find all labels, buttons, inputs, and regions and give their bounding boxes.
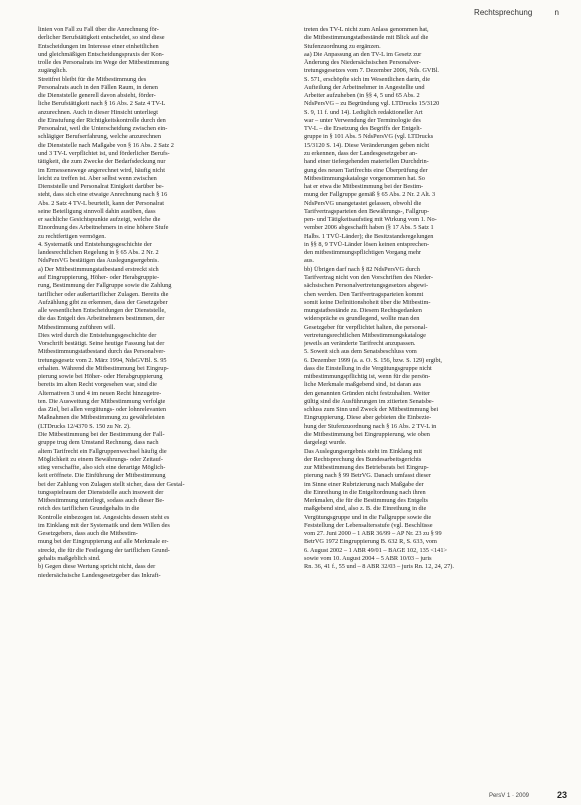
running-header xyxy=(474,8,559,17)
text-line: hung der Stufenzuordnung nach § 16 Abs. 2 TV-L in xyxy=(304,422,437,430)
text-line: tretungsgesetzes vom 7. Dezember 2006, Nds. GVBl. xyxy=(304,67,440,75)
text-line: streckt, die für die Festlegung der tariflichen Grund- xyxy=(38,546,170,554)
text-line: treten des TV-L nicht zum Anlass genommen hat, xyxy=(304,26,429,33)
text-line: somit keine Definitionshoheit über die Mitbestim- xyxy=(304,298,431,306)
text-line: linien von Fall zu Fall über die Anrechnung för- xyxy=(38,26,159,33)
text-line: BetrVG 1972 Eingruppierung B. 632 R, S. 633, vom xyxy=(304,538,437,546)
text-line: derlicher Berufstätigkeit entscheidet, so sind diese xyxy=(38,34,165,42)
text-line: in §§ 8, 9 TVÜ-Länder lösen keinen entsprechen- xyxy=(304,240,430,248)
text-line: die Dienststelle generell davon absieht, förder- xyxy=(38,92,156,100)
text-line: Möglichkeit zu einem Bewährungs- oder Zeitauf- xyxy=(38,455,164,463)
text-line: ten. Die Ausweitung der Mitbestimmung verfolgte xyxy=(38,397,166,405)
text-line: war – unter Verwendung der Terminologie des xyxy=(304,116,421,124)
text-line: maßgebend sind, also z. B. die Einreihung in die xyxy=(304,505,427,513)
text-line: mung bei der Eingruppierung auf alle Merkmale er- xyxy=(38,538,169,546)
text-line: seine Beteiligung sinnvoll dahin ausüben, dass xyxy=(38,207,156,215)
text-line: gung des neuen Tarifrechts eine Überprüfung der xyxy=(304,166,428,174)
text-line: tätigkeit, die zum Zwecke der Bedarfsdeckung nur xyxy=(38,158,166,166)
text-line: die das Entgelt des Arbeitnehmers bestimmen, der xyxy=(38,315,165,323)
text-line: Abs. 2 Satz 4 TV-L beurteilt, kann der Personalrat xyxy=(38,199,165,207)
text-line: zu erkennen, dass der Landesgesetzgeber an- xyxy=(304,149,418,157)
text-line: S. 9, 11 f. und 14). Lediglich redaktioneller Art xyxy=(304,108,423,116)
text-line: hand einer tiefergehenden materiellen Durchdrin- xyxy=(304,158,429,166)
text-line: bereits im alten Recht vorgesehen war, sind die xyxy=(38,381,157,389)
text-line: Aufteilung der Arbeitnehmer in Angestellte und xyxy=(304,83,425,91)
text-line: mungstatbestände zu. Diesem Rechtsgedanken xyxy=(304,307,422,315)
text-line: gruppe trug dem Umstand Rechnung, dass nach xyxy=(38,439,159,447)
text-line: Tarifvertragsparteien den Bewährungs-, Fallgrup- xyxy=(304,207,430,215)
text-line: gültig sind die Ausführungen im zitierten Senatsbe- xyxy=(304,397,434,405)
text-line: Dienststelle und Personalrat Einigkeit darüber be- xyxy=(38,183,164,191)
text-line: schluss zum Sinn und Zweck der Mitbestimmung bei xyxy=(304,406,439,414)
text-line: Vergütungsgruppe und in die Fallgruppe sowie die xyxy=(304,513,432,521)
text-line: zu rechtfertigen vermögen. xyxy=(38,232,107,240)
text-line: bb) Übrigen darf nach § 82 NdsPersVG durch xyxy=(304,265,420,273)
page-mark: n xyxy=(554,8,559,17)
text-line: Rn. 36, 41 f., 55 und – 8 ABR 32/03 – juris Rn. 12, 24, 27). xyxy=(304,563,454,571)
left-text-column xyxy=(38,26,270,580)
text-line: Mitbestimmung zuführen will. xyxy=(38,323,116,331)
text-line: Halbs. 1 TVÜ-Länder); die Besitzstandsregelungen xyxy=(304,232,434,240)
text-line: sächsischen Personalvertretungsgesetzes abgewi- xyxy=(304,282,429,290)
text-line: im Ermessenswege angerechnet wird, häufig nicht xyxy=(38,166,165,174)
text-line: und 3 TV-L verpflichtet ist, und förderlicher Berufs- xyxy=(38,149,170,157)
text-line: landesrechtlichen Regelung in § 65 Abs. 2 Nr. 2 xyxy=(38,249,159,257)
text-line: Maßnahmen die Mitbestimmung zu gewährleisten xyxy=(38,414,165,422)
text-line: Gesetzgeber für verpflichtet halten, die personal- xyxy=(304,323,428,331)
text-line: trolle des Personalrats im Wege der Mitbestimmung xyxy=(38,59,169,67)
text-line: dargelegt wurde. xyxy=(304,439,347,447)
text-line: Das Auslegungsergebnis steht im Einklang mit xyxy=(304,447,422,455)
text-line: den genannten Gründen nicht festzuhalten. Weiter xyxy=(304,389,430,397)
text-line: rung, Bestimmung der Fallgruppe sowie die Zahlung xyxy=(38,282,172,290)
text-line: Tarifvertrag nicht von den Vorschriften des Nieder- xyxy=(304,273,433,281)
text-line: schlägiger Berufserfahrung, welche anzurechnen xyxy=(38,133,162,141)
text-line: vember 2006 abgeschafft haben (§ 17 Abs. 5 Satz 1 xyxy=(304,224,434,232)
text-line: das Ziel, bei allen vergütungs- oder lohnrelevanten xyxy=(38,406,167,414)
text-line: er sachliche Gesichtspunkte aufzeigt, welche die xyxy=(38,216,161,224)
text-line: widerspräche es grundlegend, wollte man den xyxy=(304,315,420,323)
text-line: NdsPersVG bestätigen das Auslegungsergebnis. xyxy=(38,257,159,265)
text-line: Streitfrei bleibt für die Mitbestimmung des xyxy=(38,75,147,83)
section-title: Rechtsprechung xyxy=(474,8,533,17)
page-number: 23 xyxy=(556,790,567,800)
text-line: pen- und Tätigkeitsaufstieg mit Wirkung vom 1. No- xyxy=(304,216,437,224)
text-line: Kontrolle einbezogen ist. Angesichts dessen steht es xyxy=(38,513,170,521)
text-line: Mitbestimmungskataloge vorgenommen hat. So xyxy=(304,174,425,182)
text-line: 4. Systematik und Entstehungsgeschichte der xyxy=(38,240,152,248)
text-line: sowie vom 10. August 2004 – 5 ABR 10/03 – juris xyxy=(304,555,432,562)
text-line: zur Mitbestimmung des Betriebsrats bei Eingrup- xyxy=(304,464,429,472)
text-line: mitbestimmungspflichtig ist, wenn für die persön- xyxy=(304,373,431,381)
text-line: alle wesentlichen Entscheidungen der Dienststelle, xyxy=(38,307,166,315)
text-line: S. 571, erschöpfte sich im Wesentlichen darin, die xyxy=(304,75,430,83)
right-text-column xyxy=(304,26,536,572)
text-line: Entscheidungen im Interesse einer einheitlichen xyxy=(38,42,159,50)
text-line: steht, dass sich eine etwaige Anrechnung nach § 16 xyxy=(38,191,168,199)
text-line: gehalts maßgeblich sind. xyxy=(38,555,101,562)
text-line: stieg verschaffte, also sich eine derartige Möglich- xyxy=(38,464,166,472)
text-line: pierung sowie bei Höher- oder Herabgruppierung xyxy=(38,373,163,381)
text-line: NdsPersVG – zu Begründung vgl. LTDrucks 15/3120 xyxy=(304,100,440,108)
text-line: Änderung des Niedersächsischen Personalver- xyxy=(304,59,421,67)
text-line: den mitbestimmungspflichtigen Vorgang mehr xyxy=(304,249,422,257)
text-line: chen werden. Den Tarifvertragsparteien kommt xyxy=(304,290,424,298)
text-line: im Sinne einer Rubrizierung nach Maßgabe der xyxy=(304,480,424,488)
text-line: die Mitbestimmung bei Eingruppierung, wie oben xyxy=(304,431,430,439)
text-line: und gleichmäßigen Entscheidungspraxis der Kon- xyxy=(38,50,164,58)
text-line: 5. Soweit sich aus dem Senatsbeschluss vom xyxy=(304,348,417,356)
text-line: die Einreihung in die Entgeltordnung nach ihren xyxy=(304,488,426,496)
text-line: Merkmalen, die für die Bestimmung des Entgelts xyxy=(304,497,428,505)
text-line: Personalrat, weil die Unterscheidung zwischen ein- xyxy=(38,125,168,133)
text-line: die Mitbestimmungstatbestände mit Blick auf die xyxy=(304,34,429,42)
text-line: auf Eingruppierung, Höher- oder Herabgruppie- xyxy=(38,273,160,281)
text-line: zugänglich. xyxy=(38,67,68,75)
text-line: reich des tariflichen Grundgehalts in die xyxy=(38,505,140,513)
text-line: Feststellung der Lebensaltersstufe (vgl. Beschlüsse xyxy=(304,521,433,529)
text-line: mung der Fallgruppe gemäß § 65 Abs. 2 Nr. 2 Alt. 3 xyxy=(304,191,436,199)
text-line: Mitbestimmung unterliegt, sodass auch dieser Be- xyxy=(38,497,165,505)
text-line: jeweils an veränderte Tarifrecht anzupassen. xyxy=(304,340,416,348)
text-line: tungsspielraum der Dienststelle auch insoweit der xyxy=(38,488,164,496)
text-line: Mitbestimmungstatbestand durch das Personalver- xyxy=(38,348,166,356)
text-line: TV-L – die Ersetzung des Begriffs der Entgelt- xyxy=(304,125,422,133)
text-line: altem Tarifrecht ein Fallgruppenwechsel häufig die xyxy=(38,447,167,455)
text-line: tretungsgesetz vom 2. März 1994, NdsGVBl. S. 95 xyxy=(38,356,167,364)
text-line: Arbeiter aufzuheben (in §§ 4, 5 und 65 Abs. 2 xyxy=(304,92,420,100)
text-line: Eingruppierung. Diese aber gebieten die Einbezie- xyxy=(304,414,432,422)
text-line: Personalrats auch in den Fällen Raum, in denen xyxy=(38,83,158,91)
text-line: 15/3120 S. 14). Diese Veränderungen geben nicht xyxy=(304,141,430,149)
text-line: vertretungsrechtlichen Mitbestimmungskataloge xyxy=(304,331,426,339)
text-line: hat er etwa die Mitbestimmung bei der Bestim- xyxy=(304,183,424,191)
text-line: der Rechtsprechung des Bundesarbeitsgerichts xyxy=(304,455,422,463)
text-line: b) Gegen diese Wertung spricht nicht, dass der xyxy=(38,563,156,571)
text-line: erhalten. Während die Mitbestimmung bei Eingrup- xyxy=(38,364,169,372)
text-line: 6. Dezember 1999 (a. a. O. S. 156, bzw. S. 129) ergibt, xyxy=(304,356,442,364)
text-line: die Dienststelle nach Maßgabe von § 16 Abs. 2 Satz 2 xyxy=(38,141,174,149)
text-line: tariflicher oder außertariflicher Zulagen. Bereits die xyxy=(38,290,169,298)
text-line: im Einklang mit der Systematik und dem Willen des xyxy=(38,521,170,529)
text-line: pierung nach § 99 BetrVG. Danach umfasst dieser xyxy=(304,472,431,480)
text-line: dass die Einstellung in die Vergütungsgruppe nicht xyxy=(304,364,432,372)
text-line: leicht zu treffen ist. Aber selbst wenn zwischen xyxy=(38,174,157,182)
text-line: 6. August 2002 – 1 ABR 49/01 – BAGE 102, 135 <141> xyxy=(304,546,448,554)
text-line: liche Merkmale maßgebend sind, ist daran aus xyxy=(304,381,421,389)
text-line: Die Mitbestimmung bei der Bestimmung der Fall- xyxy=(38,431,165,439)
text-line: aus. xyxy=(304,257,314,265)
issue-label: PersV 1 · 2009 xyxy=(488,793,529,799)
text-line: keit eröffnete. Die Einführung der Mitbestimmung xyxy=(38,472,166,480)
text-line: liche Berufstätigkeit nach § 16 Abs. 2 Satz 4 TV-L xyxy=(38,100,166,108)
text-line: NdsPersVG unangetastet gelassen, obwohl die xyxy=(304,199,422,207)
text-line: (LTDrucks 12/4370 S. 150 zu Nr. 2). xyxy=(38,422,131,430)
text-line: Gesetzgebers, dass auch die Mitbestim- xyxy=(38,530,138,538)
text-line: Alternativen 3 und 4 im neuen Recht hinzugetre- xyxy=(38,389,162,397)
text-line: bei der Zahlung von Zulagen stellt sicher, dass der Gestal- xyxy=(38,480,185,488)
text-line: niedersächsische Landesgesetzgeber das Inkraft- xyxy=(38,571,161,579)
text-line: gruppe in § 101 Abs. 5 NdsPersVG (vgl. LTDrucks xyxy=(304,133,434,141)
text-line: Dies wird durch die Entstehungsgeschichte der xyxy=(38,331,157,339)
text-line: Aufzählung gibt zu erkennen, dass der Gesetzgeber xyxy=(38,298,168,306)
text-line: Einordnung des Arbeitnehmers in eine höhere Stufe xyxy=(38,224,169,232)
text-line: a) Der Mitbestimmungstatbestand erstreckt sich xyxy=(38,265,159,273)
text-line: anzurechnen. Auch in dieser Hinsicht unterliegt xyxy=(38,108,158,116)
text-line: die Einstufung der Richtigkeitskontrolle durch den xyxy=(38,116,166,124)
text-line: vom 27. Juni 2000 – 1 ABR 36/99 – AP Nr. 23 zu § 99 xyxy=(304,530,442,538)
text-line: aa) Die Anpassung an den TV-L im Gesetz zur xyxy=(304,50,422,58)
text-line: Vorschrift bestätigt. Seine heutige Fassung hat der xyxy=(38,340,165,348)
text-line: Stufenzuordnung zu ergänzen. xyxy=(304,42,381,50)
